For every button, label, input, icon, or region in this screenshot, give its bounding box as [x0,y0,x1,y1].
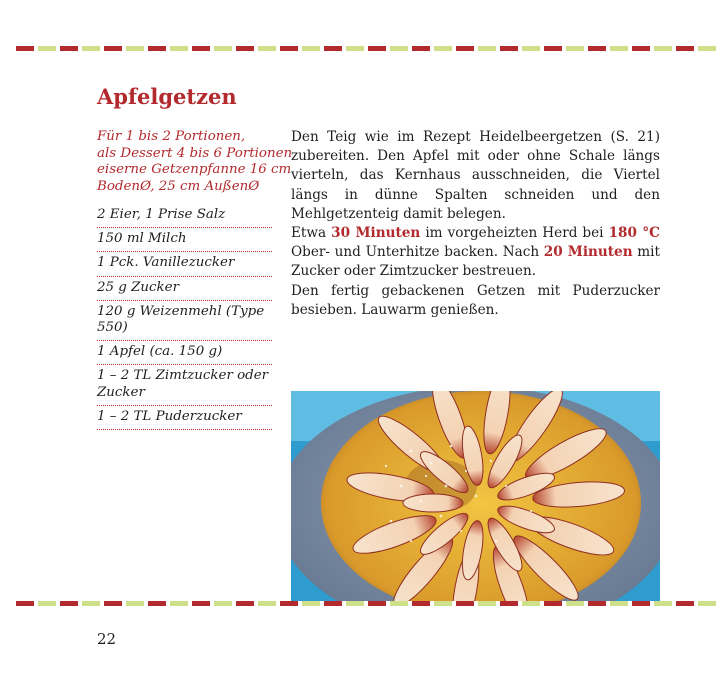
method-paragraph: Den fertig gebackenen Getzen mit Puderzucker besieben. Lauwarm genießen. [291,282,660,318]
ingredient-item: 120 g Weizenmehl (Type 550) [97,301,272,341]
ingredient-item: 1 – 2 TL Puderzucker [97,406,272,430]
ingredient-item: 2 Eier, 1 Prise Salz [97,204,272,228]
ingredient-item: 1 – 2 TL Zimtzucker oder Zucker [97,365,272,405]
ingredient-list [97,204,272,430]
recipe-title: Apfelgetzen [97,84,237,109]
baking-time: 30 Minuten [331,225,421,242]
recipe-photo [291,391,660,601]
ingredient-item: 150 ml Milch [97,228,272,252]
ingredients-column [97,129,293,430]
servings-info [97,129,293,195]
ingredient-item: 1 Pck. Vanillezucker [97,252,272,276]
servings-line: BodenØ, 25 cm AußenØ [97,178,260,194]
sugar-time: 20 Minuten [543,244,633,261]
page-number: 22 [97,630,117,648]
servings-line: als Dessert 4 bis 6 Portionen [97,145,293,161]
bottom-decorative-stripe [16,601,720,606]
apple-cake-illustration [291,391,660,601]
servings-line: eiserne Getzenpfanne 16 cm [97,162,292,177]
method-paragraph: Etwa 30 Minuten im vorgeheizten Herd bei 180 °C Ober- und Unterhitze backen. Nach 20 Minuten mit Zucker oder Zimtzucker bestreuen. [291,225,660,280]
method-paragraph: Den Teig wie im Rezept Heidelbeergetzen (S. 21) zubereiten. Den Apfel mit oder ohne Schale längs vierteln, das Kernhaus ausschneiden, die Viertel längs in dünne Spalten schneiden und den Mehlgetzenteig damit belegen. [291,129,660,222]
method-text [291,128,660,320]
servings-line: Für 1 bis 2 Portionen, [97,129,246,144]
ingredient-item: 1 Apfel (ca. 150 g) [97,341,272,365]
baking-temperature: 180 °C [608,225,660,242]
ingredient-item: 25 g Zucker [97,277,272,301]
top-decorative-stripe [16,46,720,51]
